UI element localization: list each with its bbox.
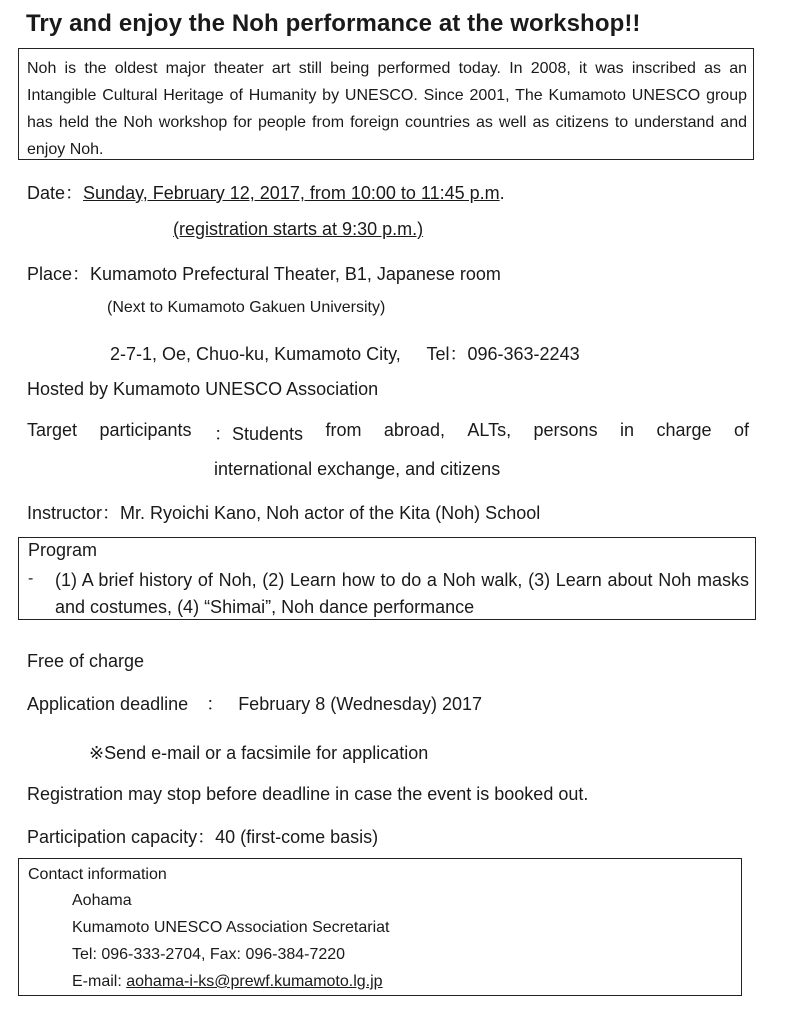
target-word: of — [733, 420, 749, 440]
target-word: from — [325, 420, 362, 440]
deadline-sep: ： — [206, 694, 225, 714]
contact-email-label: E-mail: — [72, 973, 127, 990]
target-line2: international exchange, and citizens — [214, 459, 501, 479]
contact-tel-fax: Tel: 096-333-2704, Fax: 096-384-7220 — [72, 946, 346, 963]
date-row — [27, 179, 505, 205]
contact-box — [18, 858, 742, 996]
deadline-row — [27, 690, 482, 716]
date-end: . — [499, 183, 505, 203]
contact-org: Kumamoto UNESCO Association Secretariat — [72, 919, 390, 936]
place-row — [27, 260, 501, 286]
capacity: Participation capacity：40 (first-come basis) — [27, 827, 379, 847]
target-word: Target — [27, 420, 78, 440]
program-title: Program — [28, 540, 98, 560]
registration-note: Registration may stop before deadline in case the event is booked out. — [27, 784, 589, 804]
deadline-value: February 8 (Wednesday) 2017 — [238, 694, 482, 714]
place-value: Kumamoto Prefectural Theater, B1, Japanese room — [90, 264, 501, 284]
date-value: Sunday, February 12, 2017, from 10:00 to 11:45 p.m — [83, 183, 500, 203]
target-word: charge — [656, 420, 712, 440]
target-word: abroad, — [383, 420, 445, 440]
deadline-label: Application deadline — [27, 694, 189, 714]
hosted-by: Hosted by Kumamoto UNESCO Association — [27, 379, 379, 399]
page-title: Try and enjoy the Noh performance at the workshop!! — [26, 10, 641, 37]
place-address: 2-7-1, Oe, Chuo-ku, Kumamoto City, — [110, 344, 401, 364]
target-word: persons — [533, 420, 598, 440]
target-word: participants — [99, 420, 192, 440]
program-text: (1) A brief history of Noh, (2) Learn how to do a Noh walk, (3) Learn about Noh masks and costumes, (4) “Shimai”, Noh dance performance — [55, 570, 749, 617]
date-label: Date： — [27, 183, 84, 203]
target-word: in — [620, 420, 635, 440]
intro-text: Noh is the oldest major theater art still being performed today. In 2008, it was inscribed as an Intangible Cultural Heritage of Humanity by UNESCO. Since 2001, The Kumamoto UNESCO group has held the Noh workshop for people from foreign countries as well as citizens to understand and enjoy Noh. — [27, 60, 747, 158]
program-bullet: - — [28, 570, 34, 587]
contact-email-row — [72, 973, 383, 991]
contact-name: Aohama — [72, 892, 132, 909]
intro-box — [18, 48, 754, 160]
registration-time: (registration starts at 9:30 p.m.) — [173, 219, 424, 239]
target-row — [27, 420, 749, 446]
place-label: Place： — [27, 264, 91, 284]
contact-title: Contact information — [28, 866, 167, 883]
place-tel: Tel：096-363-2243 — [426, 344, 580, 364]
send-note: ※Send e-mail or a facsimile for application — [89, 743, 429, 763]
target-word: ALTs, — [467, 420, 512, 440]
instructor: Instructor：Mr. Ryoichi Kano, Noh actor of the Kita (Noh) School — [27, 503, 541, 523]
place-address-row — [110, 340, 580, 366]
fee: Free of charge — [27, 651, 145, 671]
place-note: (Next to Kumamoto Gakuen University) — [107, 299, 386, 316]
contact-email-link[interactable]: aohama-i-ks@prewf.kumamoto.lg.jp — [126, 973, 383, 990]
program-box — [18, 537, 756, 620]
target-word: ：Students — [213, 424, 304, 444]
